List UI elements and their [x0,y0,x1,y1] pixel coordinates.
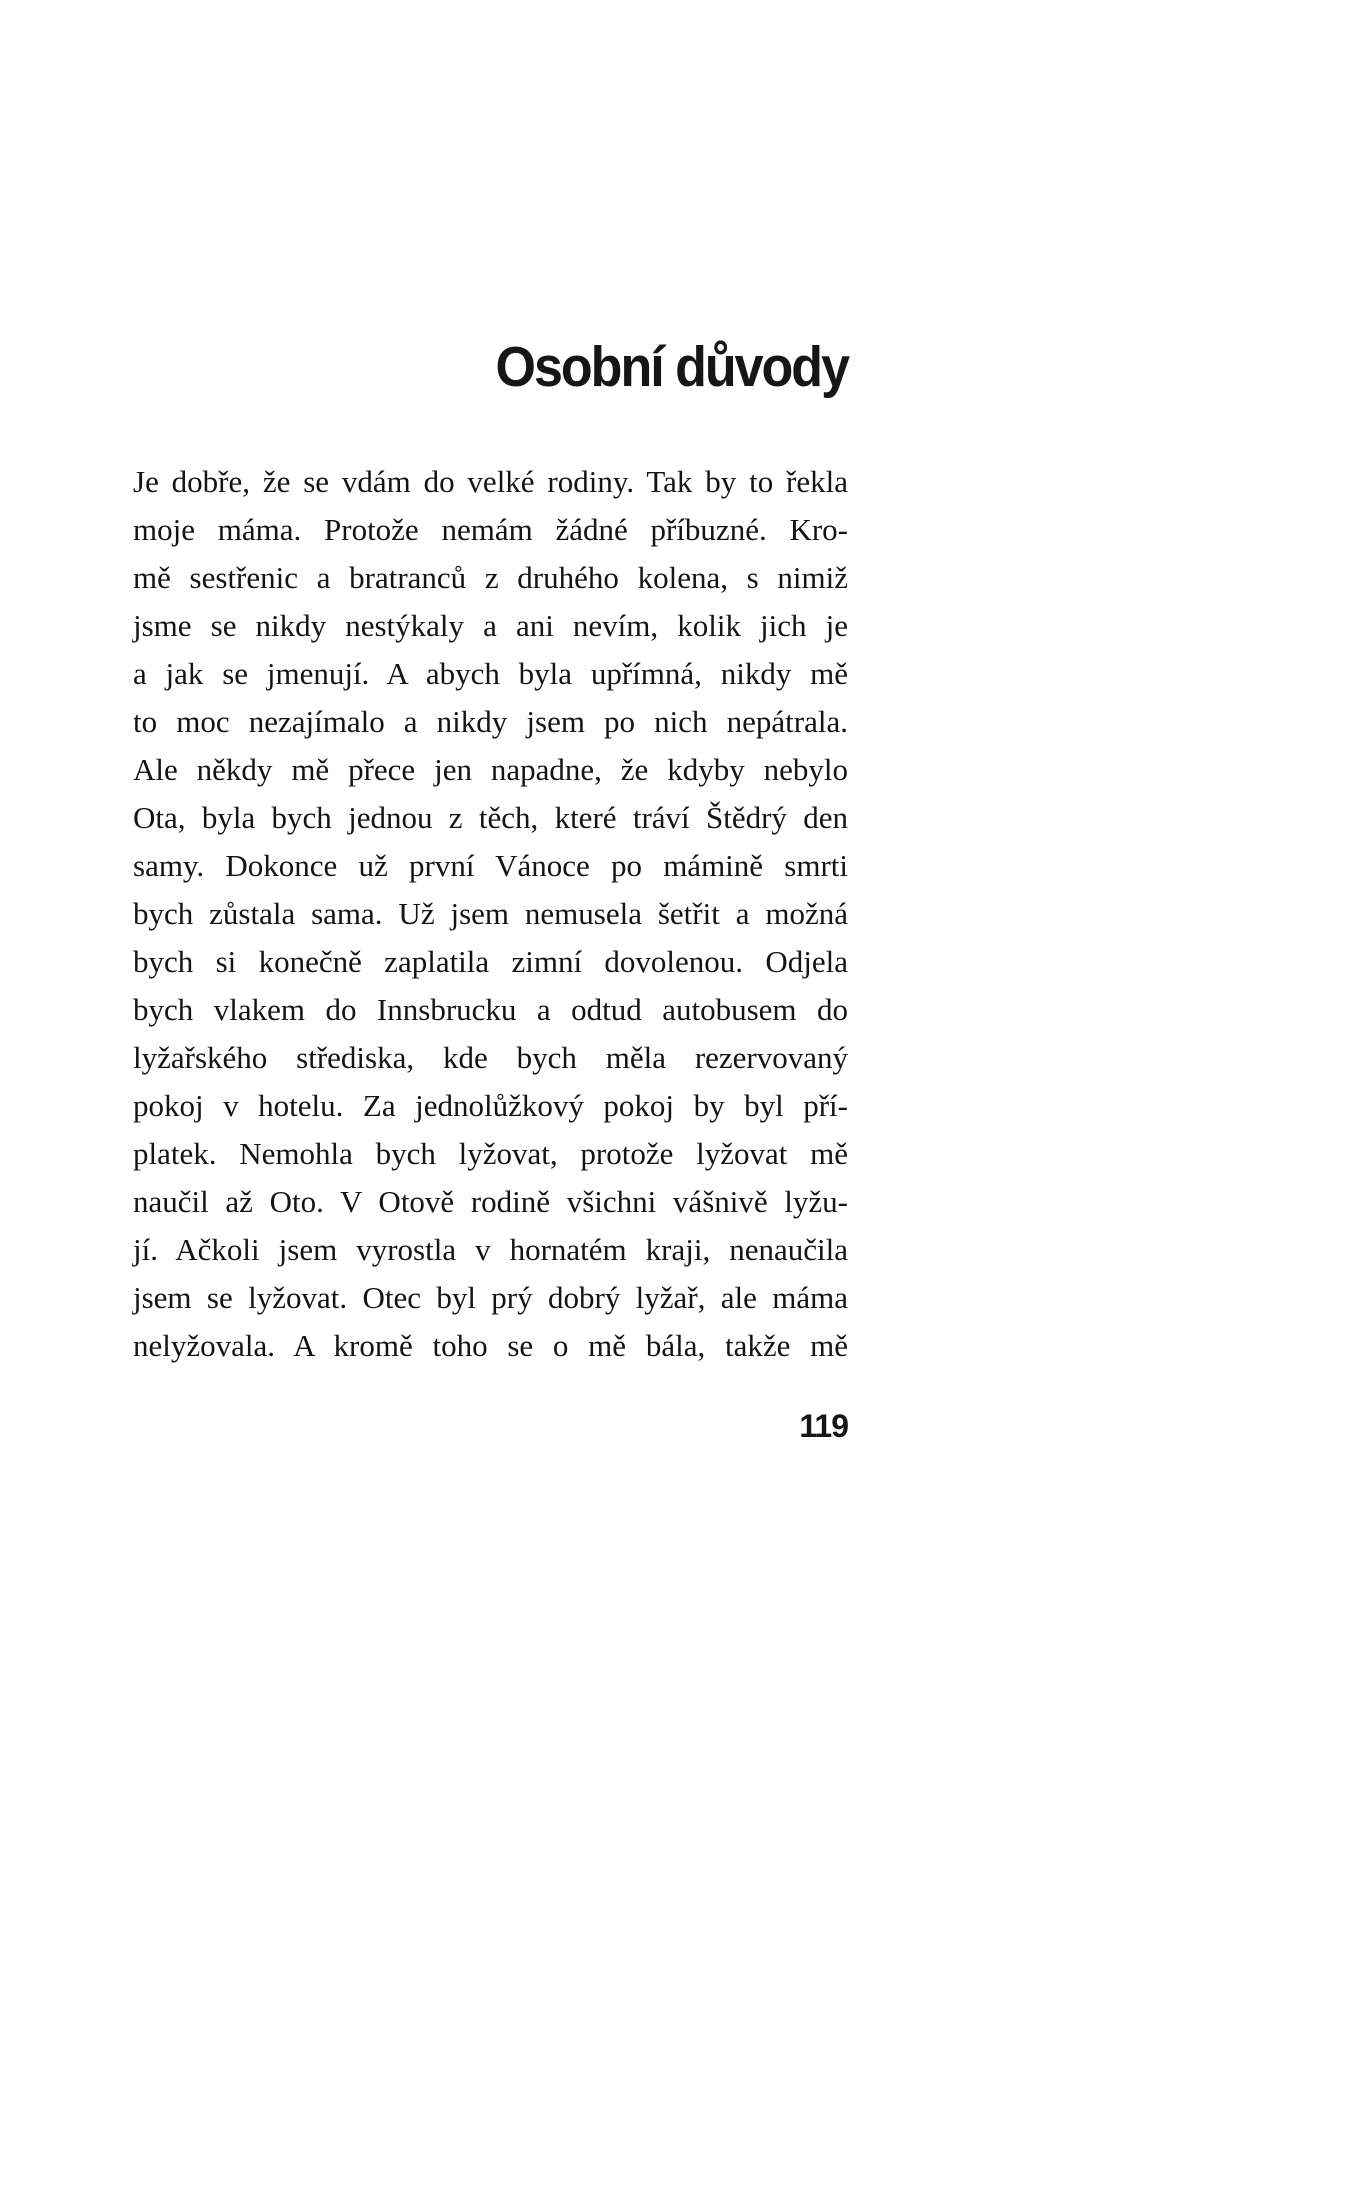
text-line: jsme se nikdy nestýkaly a ani nevím, kolik jich je [133,608,848,643]
text-line: Ale někdy mě přece jen napadne, že kdyby nebylo [133,752,848,787]
text-line: lyžařského střediska, kde bych měla rezervovaný [133,1040,848,1075]
body-paragraph [133,458,848,1370]
text-line: Je dobře, že se vdám do velké rodiny. Tak by to řekla [133,464,848,499]
text-line: Ota, byla bych jednou z těch, které tráví Štědrý den [133,800,848,835]
text-line: bych zůstala sama. Už jsem nemusela šetřit a možná [133,896,848,931]
text-line: naučil až Oto. V Otově rodině všichni vášnivě lyžu- [133,1184,848,1219]
text-line: to moc nezajímalo a nikdy jsem po nich nepátrala. [133,704,848,739]
text-line: mě sestřenic a bratranců z druhého kolena, s nimiž [133,560,848,595]
text-line: pokoj v hotelu. Za jednolůžkový pokoj by byl pří- [133,1088,848,1123]
text-line: jí. Ačkoli jsem vyrostla v hornatém kraji, nenaučila [133,1232,848,1267]
text-line: platek. Nemohla bych lyžovat, protože lyžovat mě [133,1136,848,1171]
text-line: a jak se jmenují. A abych byla upřímná, nikdy mě [133,656,848,691]
page-content [133,336,848,1370]
text-line: samy. Dokonce už první Vánoce po mámině smrti [133,848,848,883]
chapter-title: Osobní důvody [495,336,848,399]
text-line: bych si konečně zaplatila zimní dovolenou. Odjela [133,944,848,979]
text-line: moje máma. Protože nemám žádné příbuzné. Kro- [133,512,848,547]
page-number: 119 [799,1408,848,1444]
text-line: bych vlakem do Innsbrucku a odtud autobusem do [133,992,848,1027]
text-line: nelyžovala. A kromě toho se o mě bála, takže mě [133,1328,848,1363]
text-line: jsem se lyžovat. Otec byl prý dobrý lyžař, ale máma [133,1280,848,1315]
